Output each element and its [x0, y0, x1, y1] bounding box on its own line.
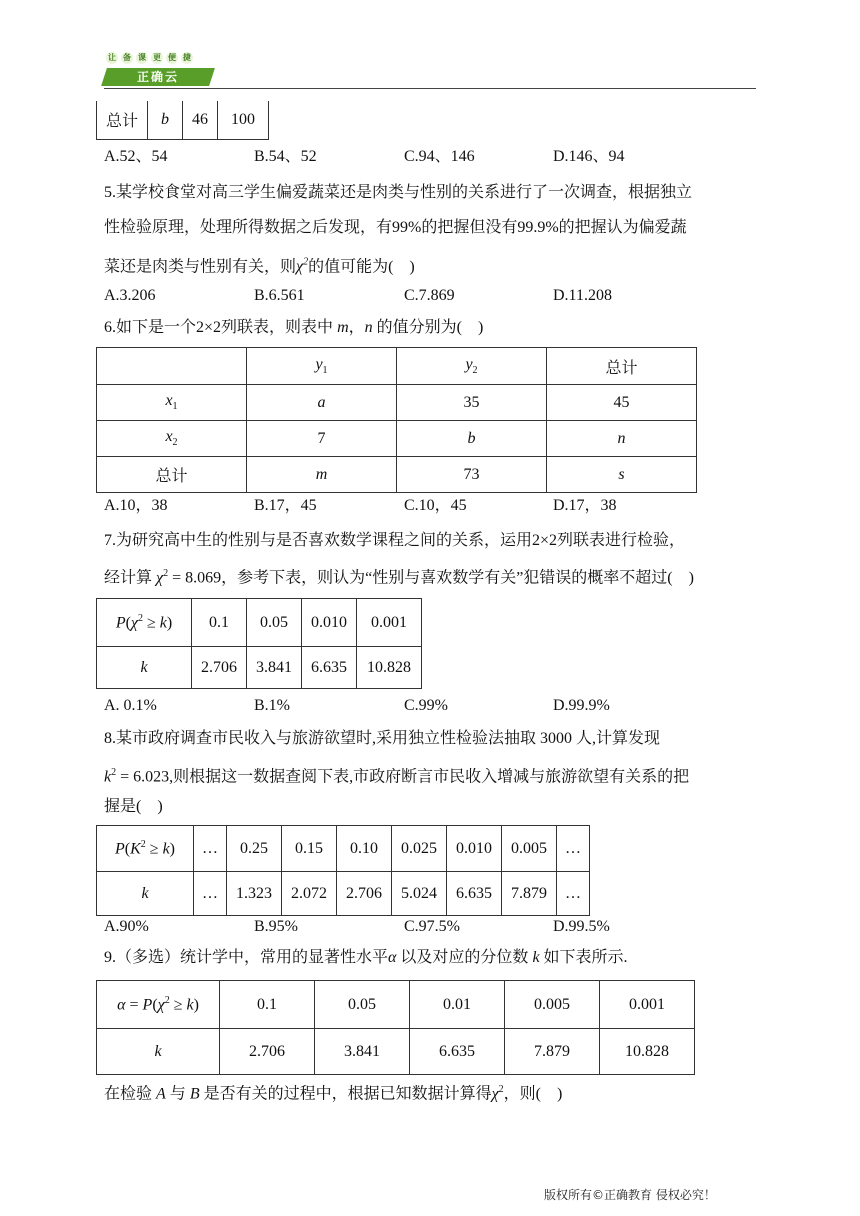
table-cell: 3.841	[315, 1029, 410, 1075]
q7-text: 列联表进行检验，	[557, 532, 686, 549]
table-cell: 2.072	[282, 872, 337, 916]
q6-text: 的值分别为( )	[376, 319, 484, 336]
table-cell: 0.05	[247, 599, 302, 647]
table-cell: 7.879	[502, 872, 557, 916]
table-cell: 6.635	[447, 872, 502, 916]
table-cell	[97, 348, 247, 385]
q8-option-a: A.90%	[104, 918, 149, 935]
table-cell: 0.10	[337, 826, 392, 872]
q6-option-b: B.17，45	[254, 497, 317, 514]
q7-line: 经计算 $\chi^2 = 8.069$，参考下表，则认为“性别与喜欢数学有关”犯错误的概率不超过( )	[104, 568, 694, 587]
table-cell: 6.635	[410, 1029, 505, 1075]
table-cell: s	[547, 457, 697, 493]
table-cell: 0.1	[220, 981, 315, 1029]
q5-line: 5.某学校食堂对高三学生偏爱蔬菜还是肉类与性别的关系进行了一次调查，根据独立	[104, 184, 693, 201]
q8-option-c: C.97.5%	[404, 918, 460, 935]
q5-option-a: A.3.206	[104, 287, 156, 304]
table-cell: b	[397, 421, 547, 457]
q9-stem: 9.（多选）统计学中，常用的显著性水平α 以及对应的分位数 k 如下表所示.	[104, 949, 628, 966]
table-cell: $\alpha = P(\chi^2 \ge k)$	[97, 981, 220, 1029]
table-cell: $y_1$	[247, 348, 397, 385]
q7-option-c: C.99%	[404, 697, 448, 714]
chi-symbol: $\chi^2$	[296, 257, 309, 276]
q7-table	[96, 598, 422, 689]
table-cell: $x_2$	[97, 421, 247, 457]
q6-text: 6.如下是一个	[104, 319, 197, 336]
q4-option-d: D.146、94	[553, 148, 625, 165]
q6-option-d: D.17，38	[553, 497, 617, 514]
table-cell: 0.010	[447, 826, 502, 872]
table-cell: a	[247, 385, 397, 421]
header-divider	[104, 88, 756, 89]
q9-text: 以及对应的分位数	[400, 949, 529, 966]
q8-option-b: B.95%	[254, 918, 298, 935]
q5-line: 性检验原理，处理所得数据之后发现，有99%的把握但没有99.9%的把握认为偏爱蔬	[104, 219, 687, 236]
q7-option-b: B.1%	[254, 697, 290, 714]
table-cell: b	[148, 101, 183, 139]
q4-option-c: C.94、146	[404, 148, 475, 165]
table-cell: 0.1	[192, 599, 247, 647]
table-cell: 总计	[97, 101, 148, 139]
logo-char: 让	[108, 53, 116, 62]
q8-line: $k^2 = 6.023$,则根据这一数据查阅下表,市政府断言市民收入增减与旅游欲望有关系的把	[104, 767, 690, 786]
table-cell: 10.828	[600, 1029, 695, 1075]
table-cell: 7	[247, 421, 397, 457]
table-cell: 5.024	[392, 872, 447, 916]
q7-text: 7.为研究高中生的性别与是否喜欢数学课程之间的关系，运用	[104, 532, 533, 549]
q9-followup: 在检验 A 与 B 是否有关的过程中，根据已知数据计算得$\chi^2$，则( )	[104, 1084, 563, 1103]
q5-option-c: C.7.869	[404, 287, 455, 304]
q9-text: 在检验	[104, 1085, 153, 1103]
table-cell: …	[557, 826, 590, 872]
q6-option-a: A.10，38	[104, 497, 168, 514]
table-cell: 7.879	[505, 1029, 600, 1075]
table-cell: 0.010	[302, 599, 357, 647]
table-cell: 0.15	[282, 826, 337, 872]
q8-line: 握是( )	[104, 798, 163, 815]
table-cell: 10.828	[357, 647, 422, 689]
table-cell: 0.005	[502, 826, 557, 872]
table-cell: $P(K^2 \ge k)$	[97, 826, 194, 872]
table-cell: $y_2$	[397, 348, 547, 385]
logo-char: 捷	[183, 53, 191, 62]
table-cell: $x_1$	[97, 385, 247, 421]
q8-option-d: D.99.5%	[553, 918, 610, 935]
table-cell: m	[247, 457, 397, 493]
q9-text: 是否有关的过程中，根据已知数据计算得	[203, 1085, 492, 1103]
table-cell: 0.001	[600, 981, 695, 1029]
q7-text: 经计算	[104, 569, 153, 587]
table-cell: 45	[547, 385, 697, 421]
q8-line: 8.某市政府调查市民收入与旅游欲望时,采用独立性检验法抽取 3000 人,计算发现	[104, 730, 661, 747]
q7-text: ，参考下表，则认为“性别与喜欢数学有关”犯错误的概率不超过( )	[221, 569, 694, 587]
q4-option-a: A.52、54	[104, 148, 168, 165]
q9-text: ，则( )	[503, 1085, 563, 1103]
q6-text: 列联表，则表中	[221, 319, 334, 336]
table-cell: k	[97, 1029, 220, 1075]
q5-option-d: D.11.208	[553, 287, 612, 304]
table-cell: 0.25	[227, 826, 282, 872]
q9-text: 如下表所示.	[543, 949, 628, 966]
q9-table	[96, 980, 695, 1075]
table-cell: 0.025	[392, 826, 447, 872]
logo-char: 更	[153, 53, 161, 62]
table-cell: 35	[397, 385, 547, 421]
table-cell: 100	[218, 101, 269, 139]
table-cell: k	[97, 647, 192, 689]
table-cell: $P(\chi^2 \ge k)$	[97, 599, 192, 647]
copyright-footer: 版权所有©正确教育 侵权必究！	[544, 1188, 716, 1202]
logo-slogan	[106, 52, 193, 64]
logo-char: 便	[168, 53, 176, 62]
q8-text: ,则根据这一数据查阅下表,市政府断言市民收入增减与旅游欲望有关系的把	[169, 768, 690, 786]
logo-char: 课	[138, 53, 146, 62]
table-cell: 2.706	[337, 872, 392, 916]
table-cell: 3.841	[247, 647, 302, 689]
table-cell: 73	[397, 457, 547, 493]
q5-option-b: B.6.561	[254, 287, 305, 304]
logo-brand: 正确云	[136, 70, 179, 84]
q4-option-b: B.54、52	[254, 148, 317, 165]
table-cell: 6.635	[302, 647, 357, 689]
q5-line	[104, 253, 415, 277]
q7-option-a: A. 0.1%	[104, 697, 157, 714]
table-cell: …	[557, 872, 590, 916]
table-cell: n	[547, 421, 697, 457]
table-cell: 0.005	[505, 981, 600, 1029]
table-cell: 2.706	[192, 647, 247, 689]
table-cell: 0.01	[410, 981, 505, 1029]
q8-table	[96, 825, 590, 916]
top-table	[96, 101, 269, 140]
q6-option-c: C.10，45	[404, 497, 467, 514]
q6-stem: 6.如下是一个2×2列联表，则表中 m，n 的值分别为( )	[104, 319, 484, 336]
table-cell: …	[194, 872, 227, 916]
logo-char: 备	[123, 53, 131, 62]
q5-text: 的值可能为( )	[308, 258, 415, 276]
table-cell: 0.05	[315, 981, 410, 1029]
table-cell: k	[97, 872, 194, 916]
table-cell: 2.706	[220, 1029, 315, 1075]
table-cell: …	[194, 826, 227, 872]
q9-text: 9.（多选）统计学中，常用的显著性水平	[104, 949, 389, 966]
table-cell: 1.323	[227, 872, 282, 916]
q7-line: 7.为研究高中生的性别与是否喜欢数学课程之间的关系，运用2×2列联表进行检验，	[104, 532, 686, 549]
q5-text: 菜还是肉类与性别有关，则	[104, 258, 297, 276]
table-cell: 总计	[97, 457, 247, 493]
table-cell: 46	[183, 101, 218, 139]
q9-text: 与	[169, 1085, 186, 1103]
q6-table	[96, 347, 697, 493]
q7-option-d: D.99.9%	[553, 697, 610, 714]
table-cell: 0.001	[357, 599, 422, 647]
table-cell: 总计	[547, 348, 697, 385]
